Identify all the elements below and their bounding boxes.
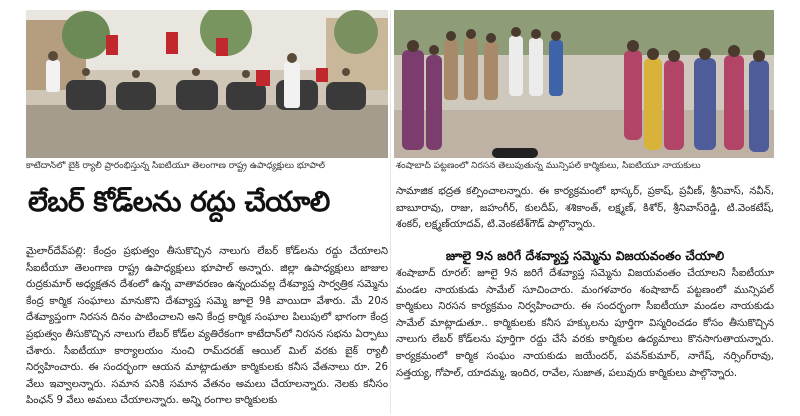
protest-photo bbox=[394, 10, 774, 158]
article-body-right-top bbox=[396, 184, 774, 242]
article-subheadline: జూలై 9న జరిగే దేశవ్యాప్త సమ్మెను విజయవంతం చేయాలి bbox=[445, 248, 725, 263]
right-top-body-text: సామాజిక భద్రత కల్పించాలన్నారు. ఈ కార్యక్రమంలో భాస్కర్, ప్రకాష్, ప్రవీణ్, శ్రీనివాస్, నవీన్, బాబూరావు, రాజు, జహంగీర్, కులదీప్, శశికాంత్, లక్ష్మణ్, కిశోర్, శ్రీనివాస్‌రెడ్డి, టి.వెంకటేష్, శంకర్, లక్ష్మణ్‌యాదవ్, టి.వెంకటేశ్‌గౌడ్ పాల్గొన్నారు. bbox=[396, 186, 774, 231]
right-photo-caption: శంషాబాద్ పట్టణంలో నిరసన తెలుపుతున్న మున్సిపల్ కార్మికులు, సీఐటీయూ నాయకులు bbox=[396, 161, 701, 171]
bike-rally-photo bbox=[26, 10, 388, 158]
article-headline: లేబర్ కోడ్‌లను రద్దు చేయాలి bbox=[28, 185, 330, 218]
column-divider bbox=[390, 10, 391, 414]
right-bottom-body-text: శంషాబాద్ రూరల్: జూలై 9న జరిగే దేశవ్యాప్త సమ్మెను విజయవంతం చేయాలని సీఐటీయూ మండల నాయకుడు సామేల్ సూచించారు. మంగళవారం శంషాబాద్ పట్టణంలో మున్సిపల్ కార్మికులు నిరసన కార్యక్రమం నిర్వహించారు. ఈ సందర్భంగా సీఐటీయూ మండల నాయకుడు సామేల్ మాట్లాడుతూ.. కార్మికులకు కనీస హక్కులను పూర్తిగా విస్మరించడం కోసం తీసుకొచ్చిన నాలుగు లేబర్ కోడ్‌లను పూర్తిగా రద్దు చేసే వరకు కార్మికుల ఉద్యమాలు కొనసాగుతాయన్నారు. కార్యక్రమంలో కార్మిక సంఘం నాయకుడు జయేందర్, పవన్‌కుమార్, నాగేష్, నర్సింగ్‌రావు, సత్తయ్య, గోపాల్, యాదమ్మ, ఇందిర, రావేల, సుజాత, పలువురు కార్మికులు పాల్గొన్నారు. bbox=[396, 268, 774, 379]
left-body-text: మైలార్‌దేవ్‌పల్లి: కేంద్రం ప్రభుత్వం తీసుకొచ్చిన నాలుగు లేబర్ కోడ్‌లను రద్దు చేయాలని సీఐటీయూ తెలంగాణ రాష్ట్ర ఉపాధ్యక్షులు భూపాల్ అన్నారు. జిల్లా ఉపాధ్యక్షులు జాజుల రుద్రకుమార్ అధ్యక్షతన దేశంలో ఉన్న వాతావరణం ఉన్నందువల్ల దేశవ్యాప్త సార్వత్రిక సమ్మెను కేంద్ర కార్మిక సంఘాలు మానుకొని దేశవ్యాప్త సమ్మె జూలై 9కి వాయిదా వేశారు. మే 20న దేశవ్యాప్తంగా నిరసన దినం పాటించాలని అని కేంద్ర కార్మిక సంఘాల పిలుపులో భాగంగా కేంద్ర ప్రభుత్వం తీసుకొచ్చిన నాలుగు లేబర్ కోడ్‌ల వ్యతిరేకంగా కాటేదాన్‌లో నిరసన సభను ఏర్పాటు చేశారు. సీఐటీయూ కార్యాలయం నుంచి రామ్‌దరజ్ ఆయిల్ మిల్ వరకు బైక్ ర్యాలీ నిర్వహించారు. ఈ సందర్భంగా ఆయన మాట్లాడుతూ కార్మికులకు కనీస వేతనాలు రూ. 26 వేలు ఇవ్వాలన్నారు. సమాన పనికి సమాన వేతనం అమలు చేయాలన్నారు. నెలకు కనీసం పింఛన్ 9 వేలు అమలు చేయాలన్నారు. అన్ని రంగాల కార్మికులకు bbox=[26, 246, 388, 407]
article-body-right-bottom bbox=[396, 266, 774, 414]
left-photo-caption: కాటేదాన్‌లో బైక్ ర్యాలీ ప్రారంభిస్తున్న సీఐటీయూ తెలంగాణ రాష్ట్ర ఉపాధ్యక్షులు భూపాల్ bbox=[26, 161, 325, 171]
article-body-left bbox=[26, 244, 388, 414]
